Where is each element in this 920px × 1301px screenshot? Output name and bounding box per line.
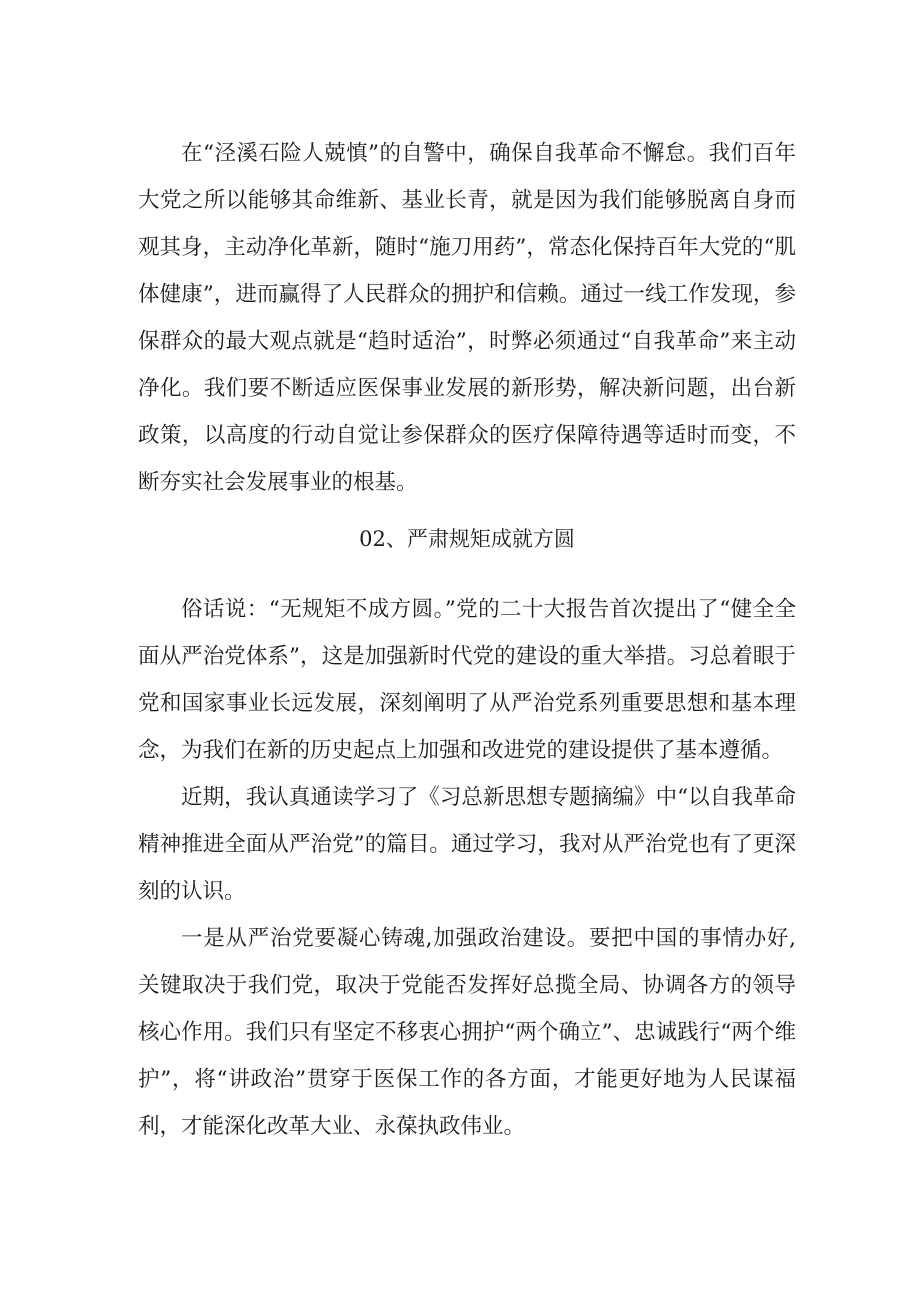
section-heading: 02、严肃规矩成就方圆 — [359, 527, 575, 551]
document-body — [138, 130, 796, 1150]
paragraph-rules: 俗话说：“无规矩不成方圆。”党的二十大报告首次提出了“健全全面从严治党体系”，这是加强新时代党的建设的重大举措。习总着眼于党和国家事业长远发展，深刻阐明了从严治党系列重要思想和基本理念，为我们在新的历史起点上加强和改进党的建设提供了基本遵循。 — [138, 597, 796, 763]
paragraph-self-revolution: 在“泾溪石险人兢慎”的自警中，确保自我革命不懈怠。我们百年大党之所以能够其命维新、基业长青，就是因为我们能够脱离自身而观其身，主动净化革新，随时“施刀用药”，常态化保持百年大党的“肌体健康”，进而赢得了人民群众的拥护和信赖。通过一线工作发现，参保群众的最大观点就是“趋时适治”，时弊必须通过“自我革命”来主动净化。我们要不断适应医保事业发展的新形势，解决新问题，出台新政策，以高度的行动自觉让参保群众的医疗保障待遇等适时而变，不断夯实社会发展事业的根基。 — [138, 141, 796, 495]
paragraph-political-building: 一是从严治党要凝心铸魂,加强政治建设。要把中国的事情办好,关键取决于我们党，取决于党能否发挥好总揽全局、协调各方的领导核心作用。我们只有坚定不移衷心拥护“两个确立”、忠诚践行“两个维护”，将“讲政治”贯穿于医保工作的各方面，才能更好地为人民谋福利，才能深化改革大业、永葆执政伟业。 — [138, 926, 796, 1139]
paragraph-study: 近期，我认真通读学习了《习总新思想专题摘编》中“以自我革命精神推进全面从严治党”的篇目。通过学习，我对从严治党也有了更深刻的认识。 — [138, 785, 796, 904]
